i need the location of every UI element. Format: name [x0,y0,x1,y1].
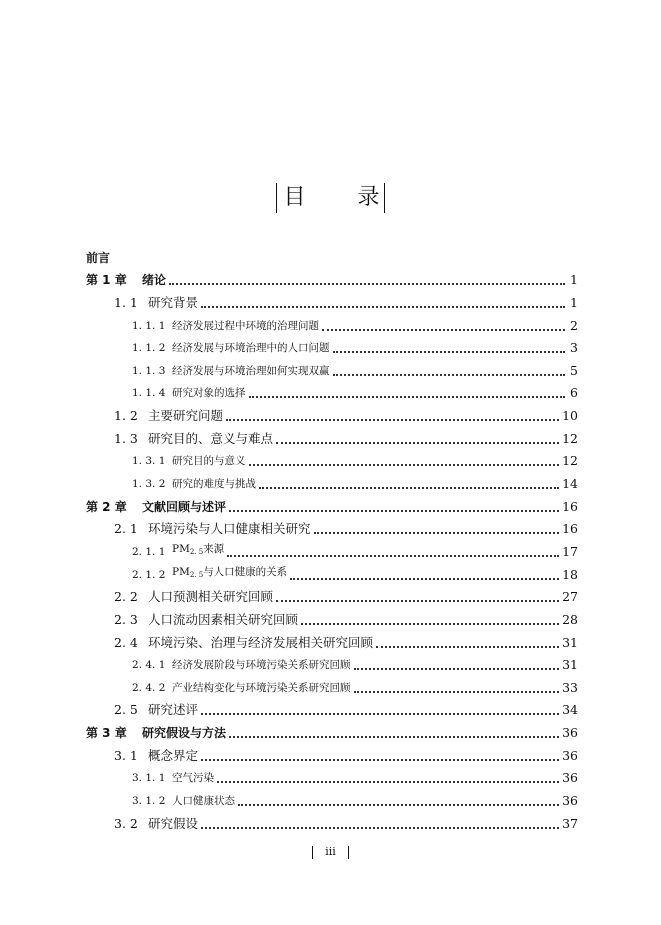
toc-entry[interactable] [86,765,578,788]
toc-entry-number: 3. 1. 1 [132,772,166,785]
toc-entry-title: 经济发展与环境治理中的人口问题 [172,342,330,355]
toc-entry-number: 2. 4 [114,634,138,650]
toc-entry-title: 产业结构变化与环境污染关系研究回顾 [172,681,351,694]
toc-entry-title: 经济发展阶段与环境污染关系研究回顾 [172,659,351,672]
toc-entry-title: 经济发展与环境治理如何实现双赢 [172,364,330,377]
toc-entry-page: 5 [570,362,578,378]
toc-entry-title-text: 来源 [203,542,225,555]
toc-entry[interactable] [86,652,578,675]
toc-entry-title: 人口流动因素相关研究回顾 [148,611,299,627]
toc-entry-page: 27 [562,589,578,605]
toc-entry[interactable] [86,357,578,380]
page-footer [0,845,661,859]
dot-leader [314,530,560,534]
toc-entry-number: 2. 1. 1 [132,545,166,558]
toc-entry-number: 第 3 章 [86,726,127,741]
toc-entry-title: 研究对象的选择 [172,387,246,400]
toc-entry[interactable] [86,267,578,290]
toc-entry-page: 31 [562,634,578,650]
toc-entry[interactable] [86,448,578,471]
toc-entry[interactable] [86,538,578,561]
toc-entry-page: 16 [562,498,578,514]
toc-entry-title-text: 与人口健康的关系 [203,565,288,578]
toc-entry-number: 1. 1. 4 [132,387,166,400]
toc-entry-title [172,563,287,584]
toc-entry[interactable] [86,380,578,403]
toc-entry-title: 人口健康状态 [172,795,235,808]
pm-symbol: PM [172,565,190,578]
toc-entry-title: 环境污染、治理与经济发展相关研究回顾 [148,634,374,650]
toc-entry-number: 2. 3 [114,611,138,627]
dot-leader [201,757,559,761]
dot-leader [227,553,559,557]
toc-entry-number: 2. 4. 2 [132,681,166,694]
title-char-left: 目 [283,185,306,210]
toc-entry-title: 空气污染 [172,772,214,785]
toc-entry[interactable] [86,493,578,516]
toc-title [0,180,661,216]
toc-entry-title: 概念界定 [148,747,199,763]
toc-entry-number: 3. 1. 2 [132,795,166,808]
toc-entry-number: 第 1 章 [86,273,127,288]
dot-leader [201,711,559,715]
toc-entry-number: 1. 3. 2 [132,478,166,491]
toc-entry-page: 36 [562,725,578,741]
dot-leader [333,372,566,376]
dot-leader [259,485,559,489]
toc-entry-page: 6 [570,385,578,401]
toc-entry-title: 研究假设 [148,815,199,831]
pm-subscript: 2. 5 [189,547,204,556]
toc-entry-page: 14 [562,476,578,492]
title-char-right: 录 [357,185,380,210]
dot-leader [229,734,559,738]
dot-leader [354,666,560,670]
toc-entry-title [172,540,224,561]
toc-entry-page: 17 [562,543,578,559]
toc-entry-title: 环境污染与人口健康相关研究 [148,521,311,537]
toc-entry-number: 1. 1. 3 [132,364,166,377]
toc-entry-title: 研究背景 [148,294,199,310]
toc-entry-title: 主要研究问题 [148,408,224,424]
toc-entry[interactable] [86,425,578,448]
toc-entry-number: 1. 1 [114,294,138,310]
toc-front-label: 前言 [86,250,111,265]
toc-entry-number: 3. 1 [114,747,138,763]
toc-entry[interactable] [86,561,578,584]
dot-leader [169,281,565,285]
dot-leader [376,644,559,648]
dot-leader [276,440,559,444]
dot-leader [301,621,559,625]
toc-entry-number: 2. 2 [114,589,138,605]
table-of-contents [86,244,578,833]
toc-entry[interactable] [86,516,578,539]
pm-symbol: PM [172,542,190,555]
footer-right-rule [348,846,349,859]
toc-entry-number: 第 2 章 [86,499,127,514]
toc-entry-number: 2. 1. 2 [132,568,166,581]
dot-leader [276,598,559,602]
toc-entry-title: 文献回顾与述评 [142,499,227,514]
toc-entry-page: 28 [562,611,578,627]
toc-entry-number: 2. 1 [114,521,138,537]
dot-leader [201,825,559,829]
toc-entry[interactable] [86,719,578,742]
dot-leader [217,779,559,783]
toc-entry-number: 2. 4. 1 [132,659,166,672]
toc-entry[interactable] [86,629,578,652]
toc-entry-page: 12 [562,430,578,446]
toc-entry-page: 16 [562,521,578,537]
toc-entry-title: 经济发展过程中环境的治理问题 [172,319,319,332]
toc-entry-page: 3 [570,340,578,356]
toc-entry-number: 1. 3 [114,430,138,446]
toc-entry[interactable] [86,335,578,358]
toc-entry-page: 1 [570,294,578,310]
toc-entry-page: 10 [562,408,578,424]
toc-entry[interactable] [86,742,578,765]
toc-entry[interactable] [86,697,578,720]
toc-entry[interactable] [86,674,578,697]
title-right-rule [384,183,385,213]
dot-leader [201,304,565,308]
dot-leader [333,349,566,353]
footer-left-rule [312,846,313,859]
toc-entry-page: 36 [562,770,578,786]
toc-entry-number: 2. 5 [114,702,138,718]
toc-entry[interactable] [86,402,578,425]
dot-leader [322,327,565,331]
toc-entry-page: 37 [562,815,578,831]
dot-leader [229,508,559,512]
pm-subscript: 2. 5 [189,570,204,579]
toc-entry-page: 36 [562,793,578,809]
toc-entry-page: 34 [562,702,578,718]
toc-entry-title: 研究的难度与挑战 [172,478,256,491]
dot-leader [249,462,560,466]
toc-entry[interactable] [86,787,578,810]
toc-entry-title: 研究目的与意义 [172,455,246,468]
toc-entry-page: 36 [562,747,578,763]
toc-entry-title: 研究假设与方法 [142,726,227,741]
toc-entry-title: 绪论 [142,273,167,288]
toc-entry-title: 研究目的、意义与难点 [148,430,274,446]
toc-entry[interactable] [86,289,578,312]
toc-entry-number: 1. 1. 2 [132,342,166,355]
dot-leader [238,802,559,806]
toc-entry-title: 研究述评 [148,702,199,718]
toc-entry-title: 人口预测相关研究回顾 [148,589,274,605]
toc-entry-page: 33 [562,679,578,695]
toc-entry-page: 12 [562,453,578,469]
toc-entry[interactable] [86,312,578,335]
dot-leader [354,689,560,693]
toc-entry-page: 2 [570,317,578,333]
toc-entry-page: 18 [562,566,578,582]
toc-entry-number: 1. 3. 1 [132,455,166,468]
dot-leader [290,576,559,580]
footer-page-number: iii [325,845,336,858]
dot-leader [226,417,559,421]
dot-leader [249,394,566,398]
toc-entry[interactable] [86,584,578,607]
toc-entry-number: 1. 2 [114,408,138,424]
toc-entry-page: 1 [570,272,578,288]
toc-entry-number: 3. 2 [114,815,138,831]
toc-entry-number: 1. 1. 1 [132,319,166,332]
toc-front-matter[interactable] [86,244,578,267]
toc-entry[interactable] [86,470,578,493]
toc-entry-page: 31 [562,657,578,673]
toc-entry[interactable] [86,810,578,833]
toc-entry[interactable] [86,606,578,629]
title-left-rule [276,183,277,213]
